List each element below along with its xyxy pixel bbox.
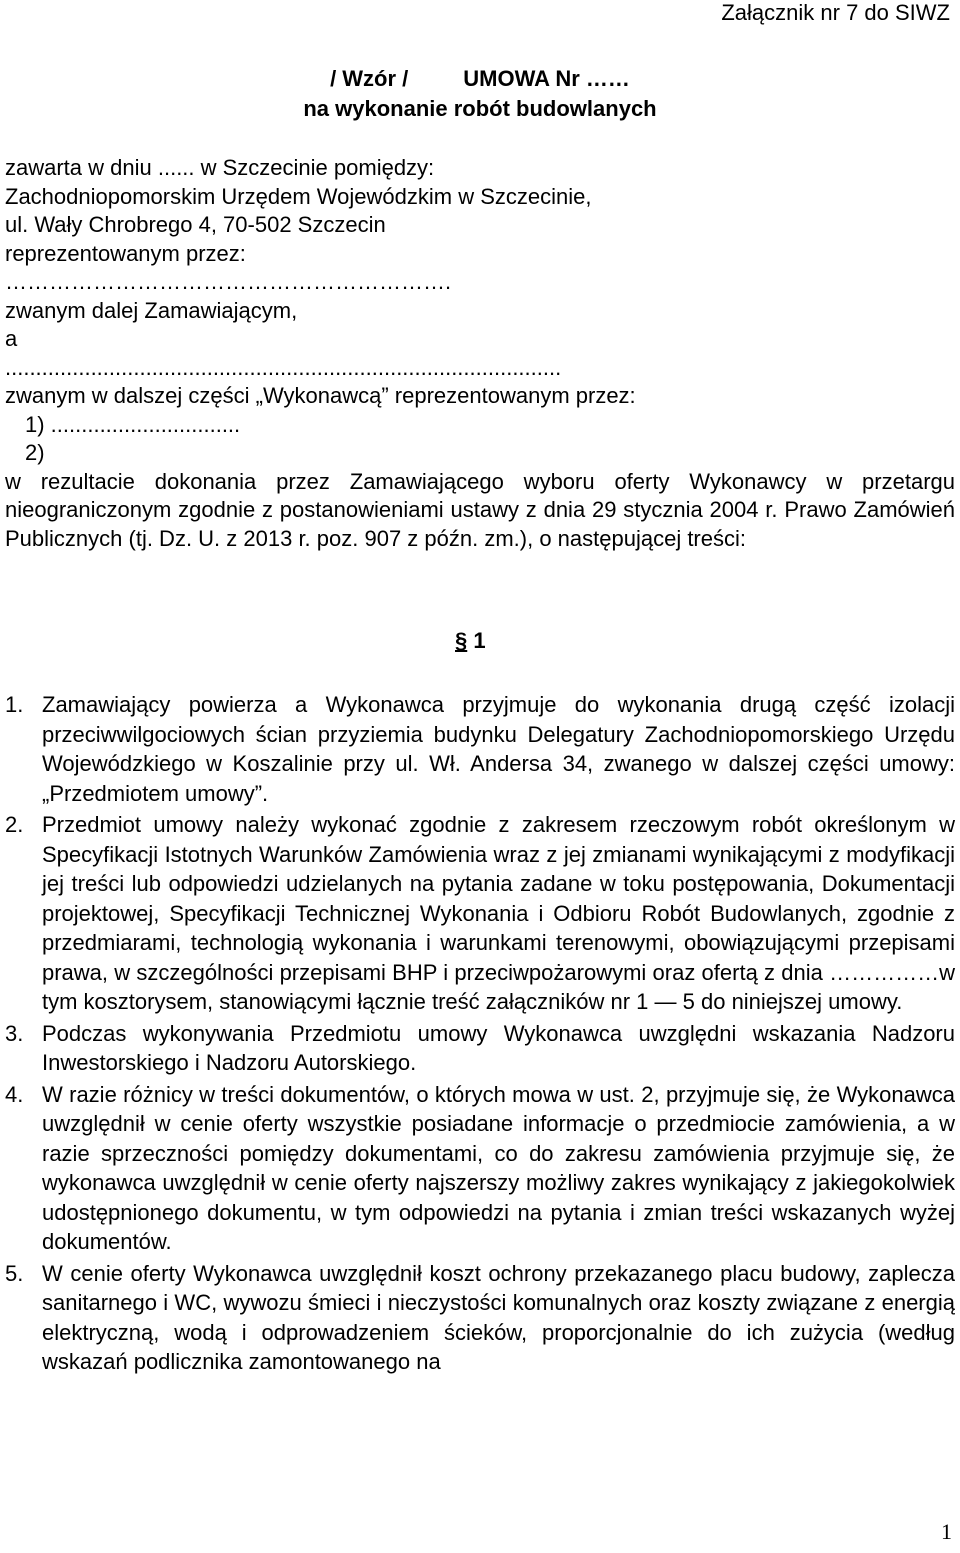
parties-line: zwanym dalej Zamawiającym, (5, 297, 298, 323)
clause-number: 4. (5, 1081, 24, 1107)
parties-line: zwanym w dalszej części „Wykonawcą” reprezentowanym przez: (5, 383, 636, 408)
clause-number: 3. (5, 1020, 24, 1046)
clause-text: W razie różnicy w treści dokumentów, o których mowa w ust. 2, przyjmuje się, że Wykonawca uwzględnił w cenie oferty wszystkie posiadane informacje o przedmiocie zamówienia, a w razie sprzeczności pomiędzy dokumentami, co do zakresu zamówienia przyjmuje się, że wykonawca uwzględnił w cenie oferty najszerszy możliwy zakres wynikający z jakiegokolwiek udostępnionego dokumentu, w tym odpowiedzi na pytania i zmian treści wskazanych wyżej dokumentów. (42, 1081, 955, 1254)
clause-number: 1. (5, 692, 24, 717)
clause-item (5, 1019, 955, 1078)
section-heading (455, 628, 486, 654)
clauses-list (5, 690, 955, 1379)
parties-line: ........................................................................................... (5, 354, 562, 380)
clause-item (5, 690, 955, 808)
clause-item (5, 1259, 955, 1377)
paragraph-symbol: § (455, 628, 468, 653)
parties-block (5, 154, 955, 553)
clause-item (5, 1080, 955, 1257)
contract-title (0, 64, 960, 124)
clause-text: Zamawiający powierza a Wykonawca przyjmuje do wykonania drugą część izolacji przeciwwilgociowych ścian przyziemia budynku Delegatury Zachodniopomorskiego Urzędu Wojewódzkiego w Koszalinie przy ul. Wł. Andersa 34, zwanego w dalszej części umowy: „Przedmiotem umowy”. (42, 692, 955, 806)
page-number: 1 (941, 1519, 952, 1544)
representative-1: 1) ............................... (25, 411, 241, 437)
clause-text: Przedmiot umowy należy wykonać zgodnie z zakresem rzeczowym robót określonym w Specyfikacji Istotnych Warunków Zamówienia wraz z jej zmianami wynikającymi z modyfikacji jej treści lub odpowiedzi udzielanych na pytania zadane w toku postępowania, Dokumentacji projektowej, Specyfikacji Technicznej Wykonania i Odbioru Robót Budowlanych, zgodnie z przedmiarami, technologią wykonania i warunkami terenowymi, obowiązującymi przepisami prawa, w szczególności przepisami BHP i przeciwpożarowymi oraz ofertą z dnia ……………w tym kosztorysem, stanowiącymi łącznie treść załączników nr 1 — 5 do niniejszej umowy. (42, 812, 955, 1014)
contract-title-line1: / Wzór / UMOWA Nr …… (330, 66, 630, 91)
parties-line: ul. Wały Chrobrego 4, 70-502 Szczecin (5, 212, 386, 237)
annex-label: Załącznik nr 7 do SIWZ (721, 0, 950, 25)
parties-line: Zachodniopomorskim Urzędem Wojewódzkim w Szczecinie, (5, 183, 592, 209)
clause-number: 5. (5, 1260, 24, 1286)
parties-line: ……………………………………………………. (5, 269, 452, 294)
representative-2: 2) (25, 440, 45, 465)
clause-number: 2. (5, 812, 24, 837)
preamble-text: w rezultacie dokonania przez Zamawiającego wyboru oferty Wykonawcy w przetargu nieograniczonym zgodnie z postanowieniami ustawy z dnia 29 stycznia 2004 r. Prawo Zamówień Publicznych (tj. Dz. U. z 2013 r. poz. 907 z późn. zm.), o następującej treści: (5, 468, 955, 551)
clause-text: Podczas wykonywania Przedmiotu umowy Wykonawca uwzględni wskazania Nadzoru Inwestorskiego i Nadzoru Autorskiego. (42, 1020, 955, 1075)
clause-text: W cenie oferty Wykonawca uwzględnił koszt ochrony przekazanego placu budowy, zaplecza sanitarnego i WC, wywozu śmieci i nieczystości komunalnych oraz koszty związane z energią elektryczną, wodą i odprowadzeniem ścieków, proporcjonalnie do ich zużycia (według wskazań podlicznika zamontowanego na (42, 1260, 955, 1374)
parties-line: reprezentowanym przez: (5, 240, 246, 266)
parties-line: zawarta w dniu ...... w Szczecinie pomiędzy: (5, 155, 435, 180)
contract-title-line2: na wykonanie robót budowlanych (303, 96, 657, 121)
parties-line: a (5, 326, 18, 351)
section-number: 1 (473, 628, 486, 653)
clause-item (5, 810, 955, 1017)
